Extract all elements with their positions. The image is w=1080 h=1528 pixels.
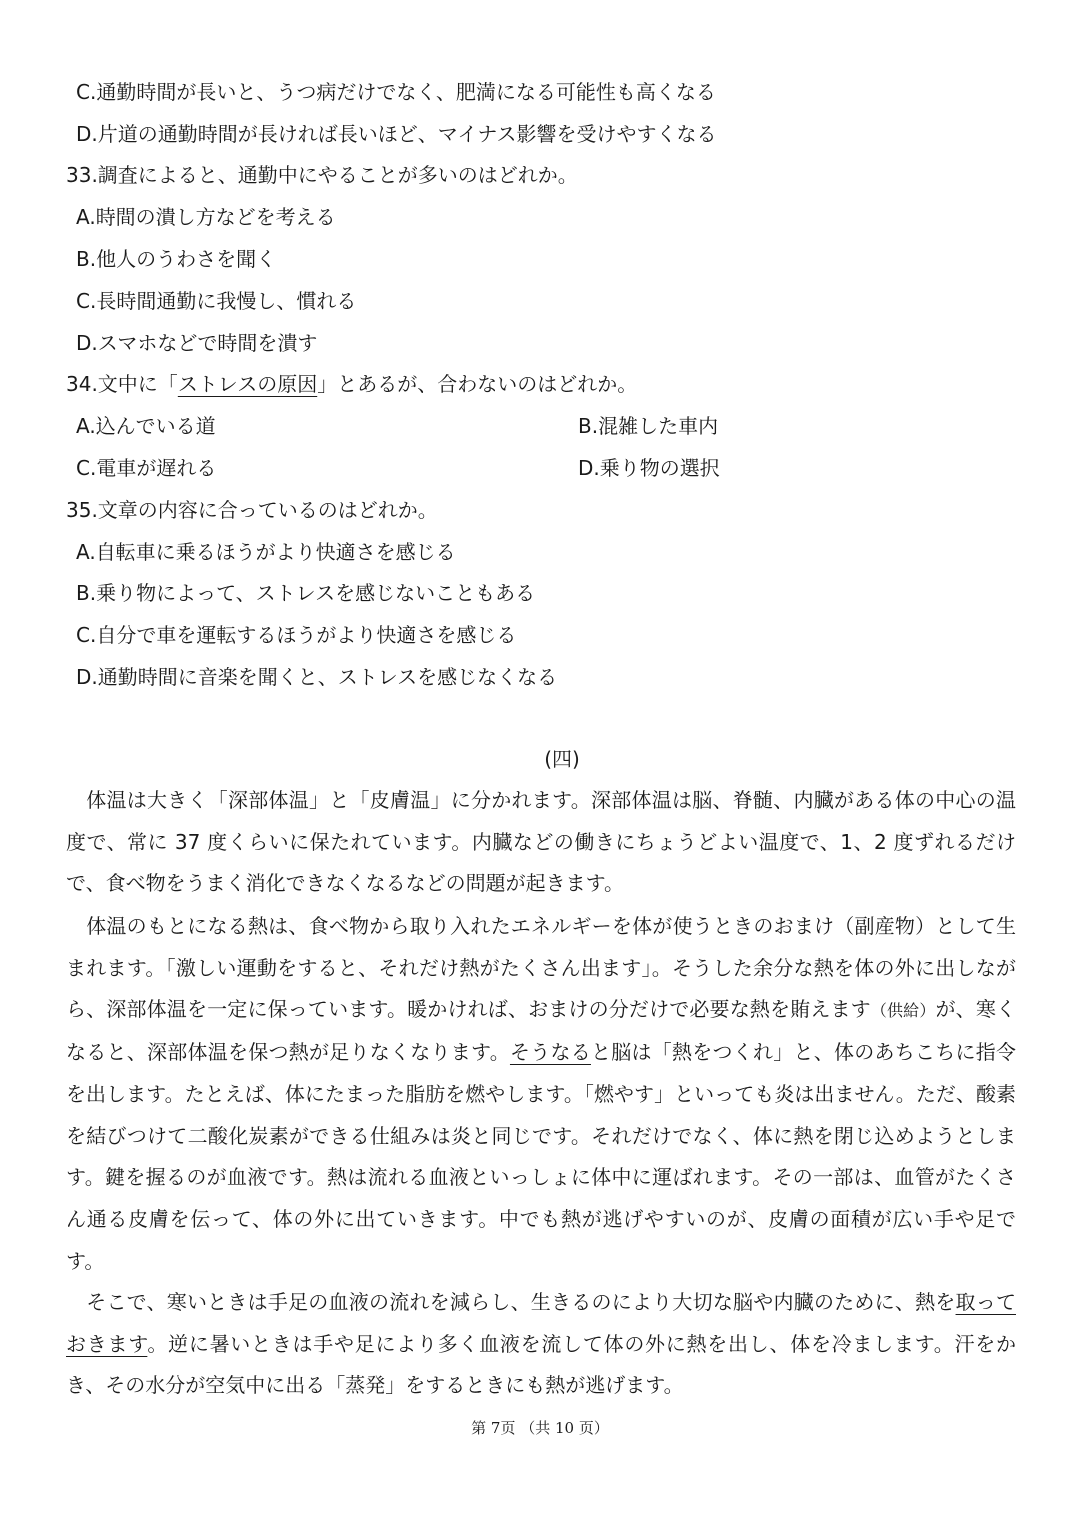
passage-p2-part-a: 体温のもとになる熱は、食べ物から取り入れたエネルギーを体が使うときのおまけ（副産物）として生まれます。「激しい運動をすると、それだけ熱がたくさん出ます」。そうした余分な熱を体の外に出しながら、深部体温を一定に保っています。暖かければ、おまけの分だけで必要な熱を賄えます — [66, 914, 1016, 1022]
q34-question-prefix: 34.文中に「 — [66, 372, 178, 396]
q32-option-c: C.通勤時間が長いと、うつ病だけでなく、肥満になる可能性も高くなる — [76, 80, 716, 104]
passage-paragraph-2 — [66, 906, 1016, 1282]
q34-option-d: D.乗り物の選択 — [578, 456, 720, 480]
q34-option-a: A.込んでいる道 — [76, 414, 216, 438]
q34-question — [66, 371, 637, 397]
passage-p3-part-b: 。逆に暑いときは手や足により多く血液を流して体の外に熱を出し、体を冷まします。汗をかき、その水分が空気中に出る「蒸発」をするときにも熱が逃げます。 — [66, 1331, 1016, 1398]
passage-p2-underlined-phrase: そうなる — [509, 1040, 591, 1065]
passage-p3-part-a: そこで、寒いときは手足の血液の流れを減らし、生きるのにより大切な脳や内臓のために、熱を — [66, 1290, 956, 1314]
passage-p2-part-b: が、寒くなると、深部体温を保つ熱が足りなくなります。 — [66, 997, 1016, 1065]
q34-option-b: B.混雑した車内 — [578, 414, 719, 438]
q35-option-b: B.乗り物によって、ストレスを感じないこともある — [76, 581, 536, 605]
q33-option-b: B.他人のうわさを聞く — [76, 247, 277, 271]
q33-question: 33.調査によると、通勤中にやることが多いのはどれか。 — [66, 163, 578, 187]
q35-option-c: C.自分で車を運転するほうがより快適さを感じる — [76, 623, 517, 647]
q35-option-d: D.通勤時間に音楽を聞くと、ストレスを感じなくなる — [76, 665, 558, 689]
q35-option-a: A.自転車に乗るほうがより快適さを感じる — [76, 540, 456, 564]
passage-p2-part-c: と脳は「熱をつくれ」と、体のあちこちに指令を出します。たとえば、体にたまった脂肪を燃やします。「燃やす」といっても炎は出ません。ただ、酸素を結びつけて二酸化炭素ができる仕組みは炎と同じです。それだけでなく、体に熱を閉じ込めようとします。鍵を握るのが血液です。熱は流れる血液といっしょに体中に運ばれます。その一部は、血管がたくさん通る皮膚を伝って、体の外に出ていきます。中でも熱が逃げやすいのが、皮膚の面積が広い手や足です。 — [66, 1040, 1017, 1273]
q34-underlined-phrase: ストレスの原因 — [177, 372, 318, 396]
page-footer: 第 7页 （共 10 页） — [471, 1419, 609, 1437]
passage-p2-annotation: （供給） — [870, 1001, 936, 1021]
q32-option-d: D.片道の通勤時間が長ければ長いほど、マイナス影響を受けやすくなる — [76, 122, 717, 146]
q35-question: 35.文章の内容に合っているのはどれか。 — [66, 498, 438, 522]
section-title: (四) — [544, 747, 580, 771]
q33-option-d: D.スマホなどで時間を潰す — [76, 331, 318, 355]
q34-option-c: C.電車が遅れる — [76, 456, 217, 480]
q33-option-a: A.時間の潰し方などを考える — [76, 205, 336, 229]
passage-paragraph-1: 体温は大きく「深部体温」と「皮膚温」に分かれます。深部体温は脳、脊髄、内臓がある体の中心の温度で、常に 37 度くらいに保たれています。内臓などの働きにちょうどよい温度で、1、2 度ずれるだけで、食べ物をうまく消化できなくなるなどの問題が起きます。 — [66, 788, 1016, 896]
q34-question-suffix: 」とあるが、合わないのはどれか。 — [317, 372, 638, 396]
q33-option-c: C.長時間通勤に我慢し、慣れる — [76, 289, 357, 313]
passage-paragraph-3 — [66, 1282, 1016, 1407]
passage-p3-underlined-phrase: 取っておきます — [66, 1290, 1016, 1356]
